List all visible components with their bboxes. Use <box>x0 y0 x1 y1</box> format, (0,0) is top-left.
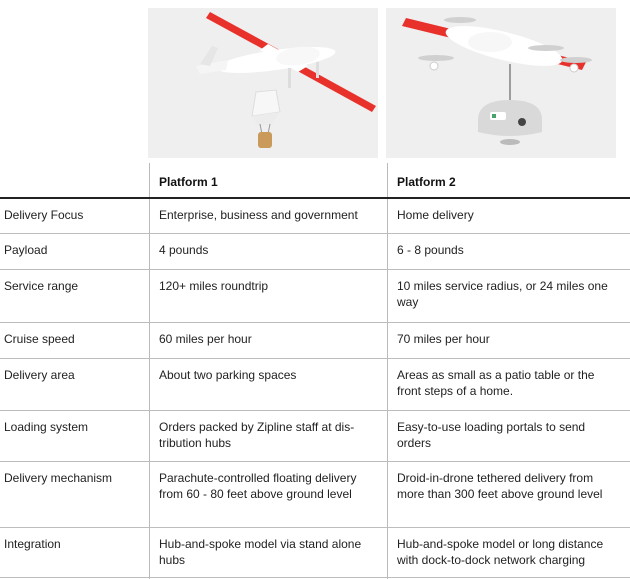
platform-1-value: Enterprise, business and government <box>159 208 358 222</box>
platform-2-value: Home delivery <box>397 208 474 222</box>
platform-2-image <box>386 8 616 158</box>
platform-2-value: Droid-in-drone tethered delivery from more than 300 feet above ground level <box>397 471 603 501</box>
platform-1-value: About two parking spaces <box>159 368 297 382</box>
platform-1-value: 4 pounds <box>159 243 209 257</box>
platform-1-image <box>148 8 378 158</box>
platform-1-value: 60 miles per hour <box>159 332 252 346</box>
row-label: Delivery area <box>4 368 75 382</box>
platform-1-value: Orders packed by Zipline staff at dis-tribution hubs <box>159 420 355 450</box>
table-row <box>0 199 630 234</box>
row-label: Integration <box>4 537 61 551</box>
platform-1-value: Hub-and-spoke model via stand alone hubs <box>159 537 362 567</box>
platform-2-value: 10 miles service radius, or 24 miles one way <box>397 279 608 309</box>
platform-1-value: Parachute-controlled floating delivery from 60 - 80 feet above ground level <box>159 471 357 501</box>
table-header-row <box>0 163 630 199</box>
platform-2-value: Areas as small as a patio table or the front steps of a home. <box>397 368 595 398</box>
row-label: Delivery Focus <box>4 208 84 222</box>
table-row <box>0 234 630 270</box>
fixed-wing-drone-icon <box>148 8 378 158</box>
row-label: Service range <box>4 279 79 293</box>
platform-2-value: Hub-and-spoke model or long distance with dock-to-dock network charging <box>397 537 604 567</box>
table-row <box>0 411 630 462</box>
table-row <box>0 462 630 528</box>
droid-in-drone-icon <box>386 8 616 158</box>
row-label: Loading system <box>4 420 89 434</box>
row-label: Cruise speed <box>4 332 75 346</box>
table-row <box>0 359 630 411</box>
column-header-platform-2: Platform 2 <box>397 175 456 189</box>
table-row <box>0 323 630 359</box>
platform-2-value: 6 - 8 pounds <box>397 243 464 257</box>
row-label: Delivery mechanism <box>4 471 113 485</box>
row-label: Payload <box>4 243 48 257</box>
table-row <box>0 270 630 323</box>
column-header-platform-1: Platform 1 <box>159 175 218 189</box>
platform-2-value: Easy-to-use loading portals to send orders <box>397 420 586 450</box>
platform-2-value: 70 miles per hour <box>397 332 490 346</box>
platform-1-value: 120+ miles roundtrip <box>159 279 269 293</box>
table-row <box>0 528 630 578</box>
